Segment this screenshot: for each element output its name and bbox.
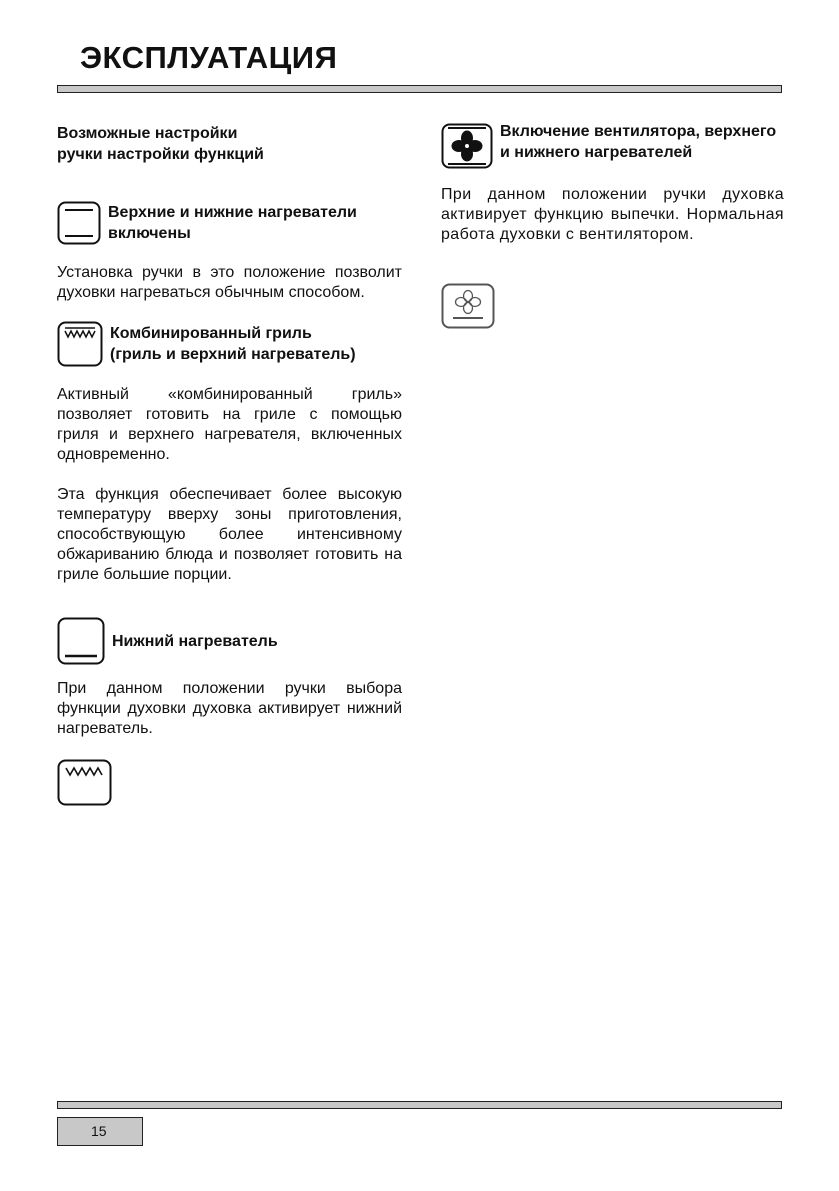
function-title: Включение вентилятора, верхнего и нижнего нагревателей	[500, 123, 777, 161]
function-upper-lower	[57, 201, 402, 245]
function-title: Комбинированный гриль (гриль и верхний нагреватель)	[110, 325, 356, 363]
left-column	[57, 123, 402, 807]
page-title: ЭКСПЛУАТАЦИЯ	[80, 40, 338, 75]
function-title: Верхние и нижние нагреватели включены	[108, 204, 357, 242]
function-lower-heater	[57, 617, 402, 665]
function-description: Активный «комбинированный гриль» позволяет готовить на гриле с помощью гриля и верхнего нагревателя, включенных одновременно.	[57, 386, 402, 463]
grill-top-heater-icon	[57, 321, 103, 367]
header-rule	[57, 85, 782, 93]
fan-heaters-icon	[441, 123, 493, 169]
function-description: При данном положении ручки выбора функции духовки духовка активирует нижний нагреватель.	[57, 680, 402, 737]
grill-icon	[57, 759, 113, 807]
function-description: При данном положении ручки духовка активирует функцию выпечки. Нормальная работа духовки с вентилятором.	[441, 186, 784, 243]
function-description: Установка ручки в это положение позволит духовки нагреваться обычным способом.	[57, 264, 402, 301]
function-title: Нижний нагреватель	[112, 632, 278, 650]
lower-heater-icon	[57, 617, 105, 665]
function-combi-grill	[57, 321, 402, 367]
footer-rule	[57, 1101, 782, 1109]
section-title: Возможные настройки ручки настройки функций	[57, 125, 264, 163]
function-fan-heaters	[441, 123, 784, 169]
function-description: Эта функция обеспечивает более высокую температуру вверху зоны приготовления, способствующую более интенсивному обжариванию блюда и позволяет готовить на гриле большие порции.	[57, 486, 402, 583]
page-number: 15	[57, 1117, 143, 1146]
right-column	[441, 123, 784, 329]
upper-lower-heater-icon	[57, 201, 101, 245]
fan-bottom-heater-icon	[441, 283, 495, 329]
